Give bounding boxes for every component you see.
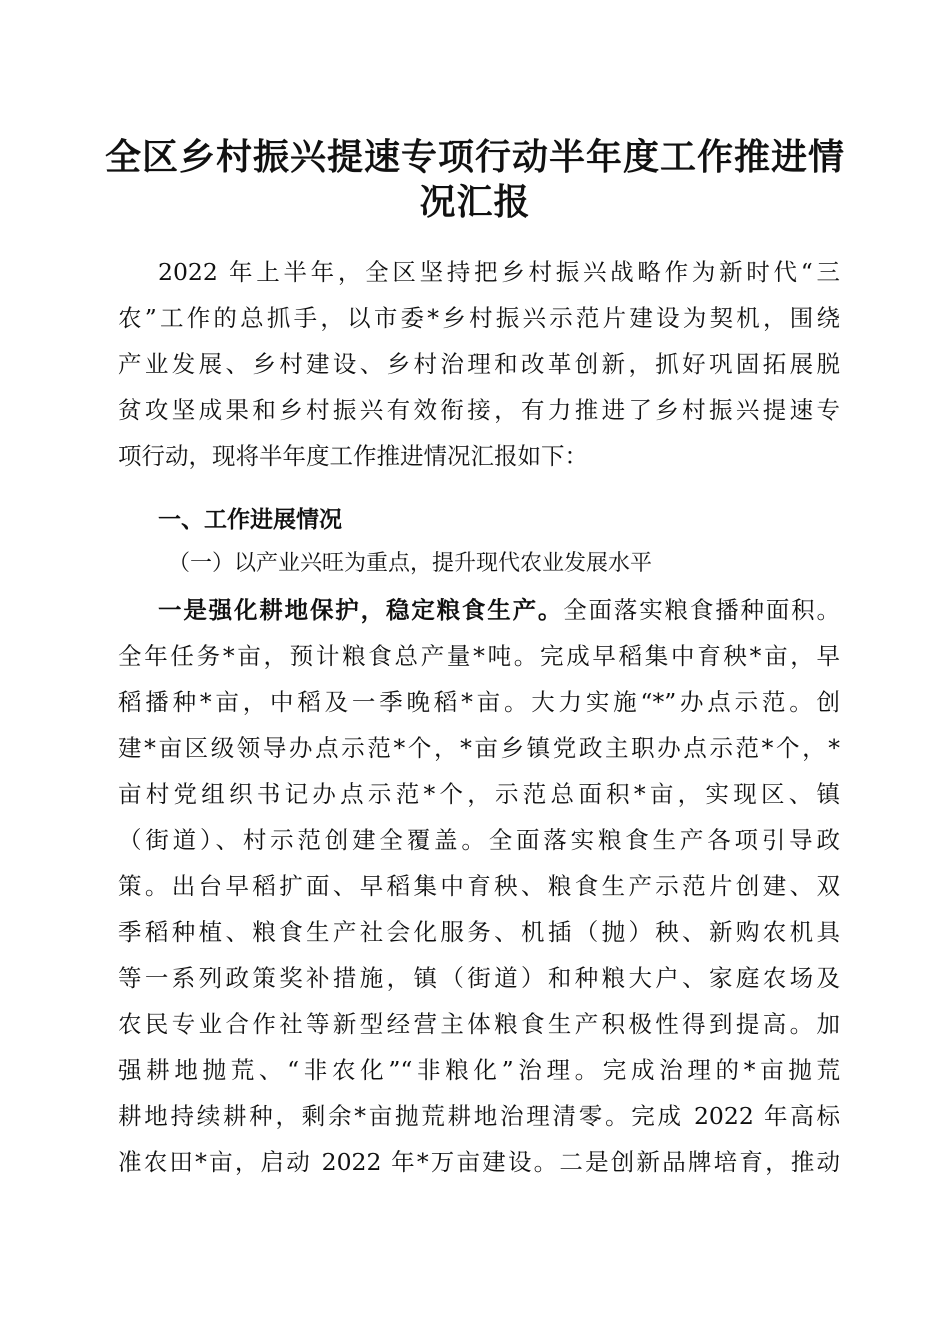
intro-line: 贫攻坚成果和乡村振兴有效衔接，有力推进了乡村振兴提速专 bbox=[118, 396, 840, 424]
body-lead-phrase: 一是强化耕地保护，稳定粮食生产。 bbox=[158, 596, 564, 624]
intro-line: 2022 年上半年，全区坚持把乡村振兴战略作为新时代“三 bbox=[158, 258, 840, 286]
intro-line: 农”工作的总抓手，以市委*乡村振兴示范片建设为契机，围绕 bbox=[118, 304, 840, 332]
body-line: 季稻种植、粮食生产社会化服务、机插（抛）秧、新购农机具 bbox=[118, 918, 840, 946]
body-line: 耕地持续耕种，剩余*亩抛荒耕地治理清零。完成 2022 年高标 bbox=[118, 1102, 840, 1130]
intro-line: 产业发展、乡村建设、乡村治理和改革创新，抓好巩固拓展脱 bbox=[118, 350, 840, 378]
body-line: 策。出台早稻扩面、早稻集中育秧、粮食生产示范片创建、双 bbox=[118, 872, 840, 900]
body-line: 农民专业合作社等新型经营主体粮食生产积极性得到提高。加 bbox=[118, 1010, 840, 1038]
body-line: 稻播种*亩，中稻及一季晚稻*亩。大力实施“*”办点示范。创 bbox=[118, 688, 840, 716]
document-title-line-1: 全区乡村振兴提速专项行动半年度工作推进情 bbox=[104, 136, 845, 178]
body-line: （街道）、村示范创建全覆盖。全面落实粮食生产各项引导政 bbox=[118, 826, 840, 854]
body-line: 准农田*亩，启动 2022 年*万亩建设。二是创新品牌培育，推动 bbox=[118, 1148, 840, 1176]
subsection-heading: （一）以产业兴旺为重点，提升现代农业发展水平 bbox=[168, 551, 653, 576]
body-line: 亩村党组织书记办点示范*个，示范总面积*亩，实现区、镇 bbox=[118, 780, 840, 808]
intro-line: 项行动，现将半年度工作推进情况汇报如下： bbox=[118, 442, 588, 470]
section-heading: 一、工作进展情况 bbox=[158, 507, 342, 533]
body-line: 等一系列政策奖补措施，镇（街道）和种粮大户、家庭农场及 bbox=[118, 964, 840, 992]
body-line: 全年任务*亩，预计粮食总产量*吨。完成早稻集中育秧*亩，早 bbox=[118, 642, 840, 670]
body-line: 强耕地抛荒、“非农化”“非粮化”治理。完成治理的*亩抛荒 bbox=[118, 1056, 840, 1084]
body-line: 建*亩区级领导办点示范*个，*亩乡镇党政主职办点示范*个，* bbox=[118, 734, 840, 762]
body-line-rest: 全面落实粮食播种面积。 bbox=[563, 596, 840, 624]
document-title-line-2: 况汇报 bbox=[419, 181, 531, 223]
body-line bbox=[118, 588, 840, 632]
